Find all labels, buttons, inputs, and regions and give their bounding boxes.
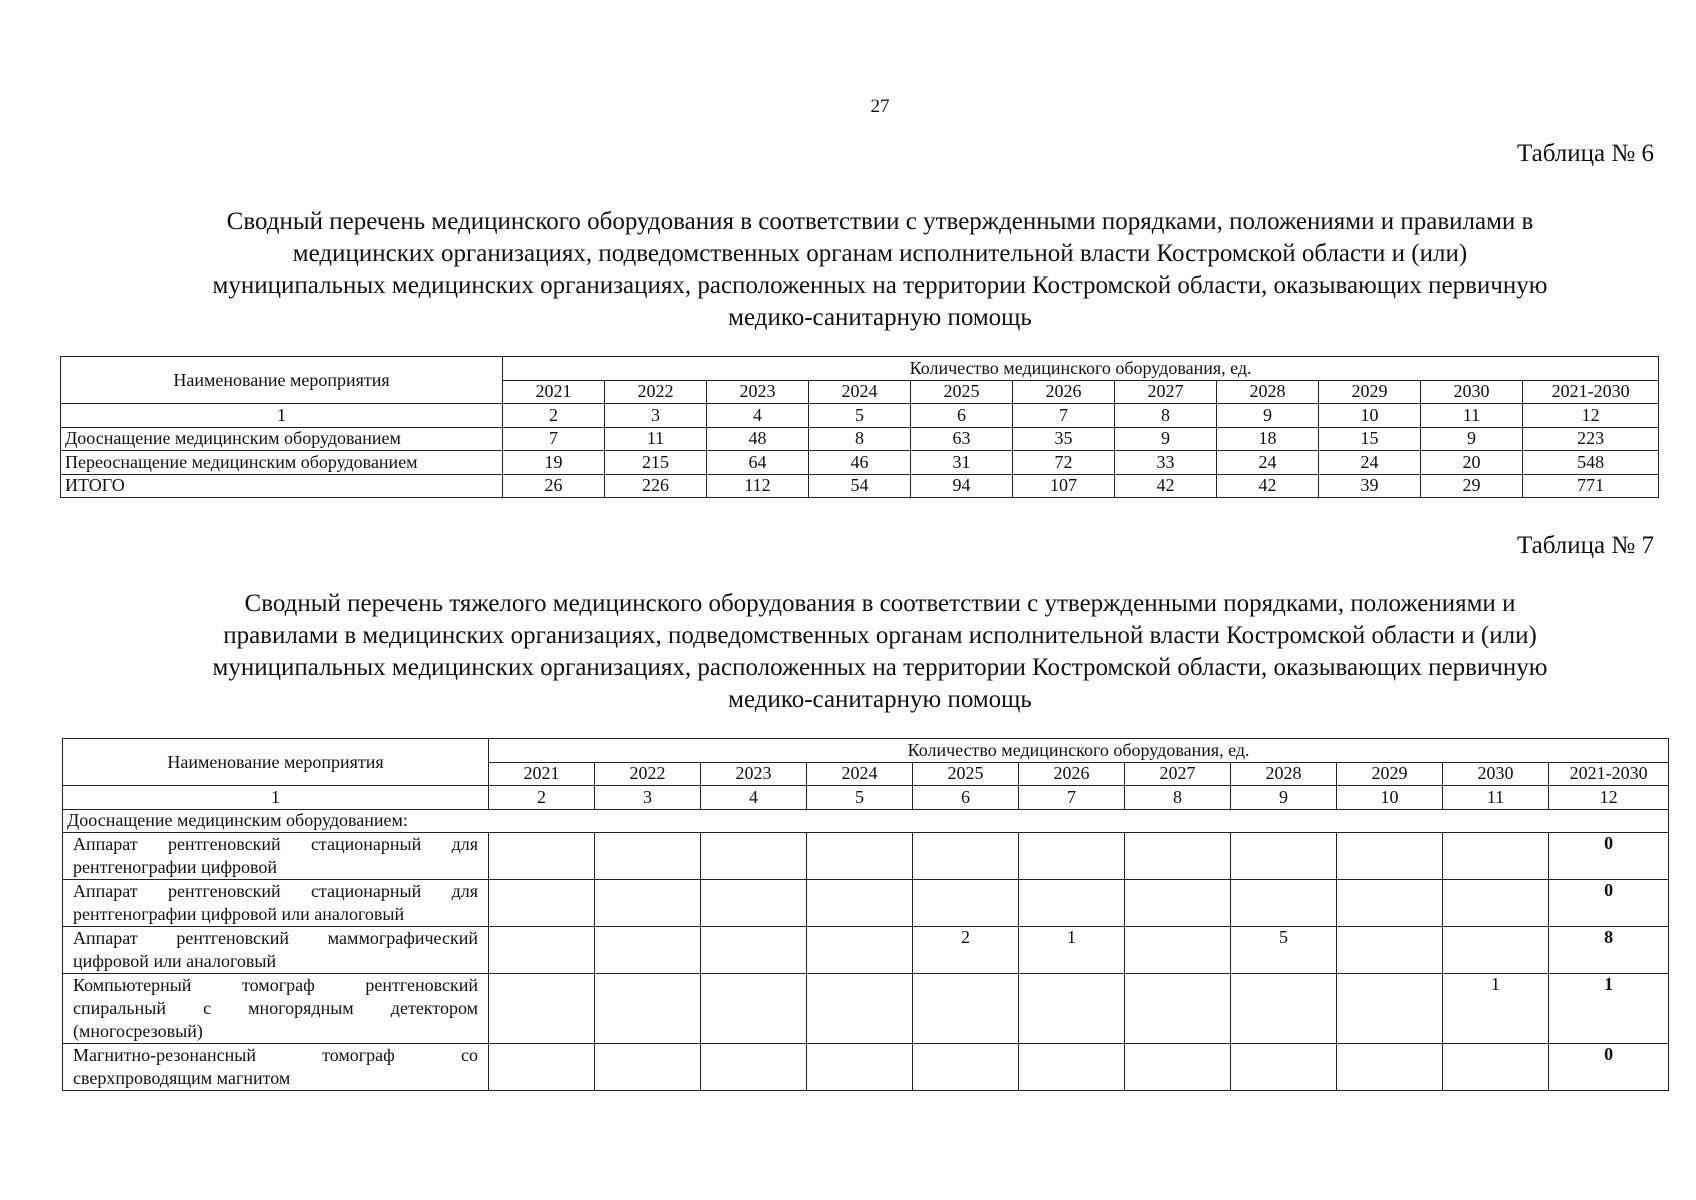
table7-total-cell: 1: [1549, 974, 1669, 1044]
table7-year-cell: 2028: [1231, 762, 1337, 786]
table7-year-cell: 2029: [1337, 762, 1443, 786]
table7-value-cell: [701, 974, 807, 1044]
table6-value-cell: 26: [503, 474, 605, 498]
table6-title: [120, 206, 1640, 334]
table6-value-cell: 42: [1115, 474, 1217, 498]
table7-value-cell: 5: [1231, 927, 1337, 974]
table7-title-line: правилами в медицинских организациях, подведомственных органам исполнительной власти Костромской области и (или): [223, 622, 1537, 649]
table6-value-cell: 33: [1115, 451, 1217, 475]
table7-value-cell: [595, 1044, 701, 1091]
table6-year-cell: 2021-2030: [1523, 380, 1659, 404]
table7-value-cell: [1125, 1044, 1231, 1091]
table6-title-line: Сводный перечень медицинского оборудования в соответствии с утвержденными порядками, положениями и правилами в: [226, 208, 1534, 235]
table7-value-cell: [1125, 880, 1231, 927]
table6-colnum-cell: 9: [1217, 404, 1319, 428]
table6-colnum-cell: 2: [503, 404, 605, 428]
table6-value-cell: 223: [1523, 427, 1659, 451]
table6-value-cell: 9: [1421, 427, 1523, 451]
table7-year-cell: 2022: [595, 762, 701, 786]
table7-value-cell: [489, 833, 595, 880]
table6-year-cell: 2029: [1319, 380, 1421, 404]
equipment-table-6: [60, 356, 1659, 498]
table6-value-cell: 42: [1217, 474, 1319, 498]
table6-colnum-cell: 8: [1115, 404, 1217, 428]
table7-value-cell: [1443, 880, 1549, 927]
table7-colnum-cell: 3: [595, 786, 701, 810]
table7-value-cell: [913, 880, 1019, 927]
table7-value-cell: [595, 833, 701, 880]
table7-year-cell: 2030: [1443, 762, 1549, 786]
table6-title-line: медицинских организациях, подведомственных органам исполнительной власти Костромской области и (или): [292, 240, 1468, 267]
table7-title-line: муниципальных медицинских организациях, расположенных на территории Костромской области, оказывающих первичную: [212, 654, 1548, 681]
table7-value-cell: [701, 833, 807, 880]
table6-value-cell: 18: [1217, 427, 1319, 451]
table7-colnum-cell: 5: [807, 786, 913, 810]
equipment-table-7: [62, 738, 1669, 1091]
table6-colnum-cell: 4: [707, 404, 809, 428]
table7-value-cell: [489, 880, 595, 927]
table7-value-cell: [807, 880, 913, 927]
table6-value-cell: 548: [1523, 451, 1659, 475]
table-row: [61, 427, 1659, 451]
table7-colnum-cell: 7: [1019, 786, 1125, 810]
table7-colnum-cell: 10: [1337, 786, 1443, 810]
table7-value-cell: [1337, 974, 1443, 1044]
table7-value-cell: [1125, 974, 1231, 1044]
table6-colnum-cell: 10: [1319, 404, 1421, 428]
table7-value-cell: [1019, 1044, 1125, 1091]
table7-value-cell: [1443, 927, 1549, 974]
table6-value-cell: 9: [1115, 427, 1217, 451]
table6-year-cell: 2025: [911, 380, 1013, 404]
table6-header-group: Количество медицинского оборудования, ед.: [503, 357, 1659, 381]
table7-value-cell: [1019, 974, 1125, 1044]
table7-value-cell: 1: [1443, 974, 1549, 1044]
table6-year-cell: 2026: [1013, 380, 1115, 404]
table6-colnum-cell: 11: [1421, 404, 1523, 428]
table6-value-cell: 24: [1319, 451, 1421, 475]
table6-value-cell: 54: [809, 474, 911, 498]
table-row: [61, 451, 1659, 475]
table7-value-cell: 1: [1019, 927, 1125, 974]
table7-value-cell: [913, 974, 1019, 1044]
table7-title-line: медико-санитарную помощь: [728, 686, 1032, 713]
table6-row-name: Переоснащение медицинским оборудованием: [61, 451, 503, 475]
table6-value-cell: 63: [911, 427, 1013, 451]
table-row: [63, 927, 1669, 974]
table7-value-cell: [807, 927, 913, 974]
table7-value-cell: [1337, 927, 1443, 974]
table7-row-name: Магнитно-резонансный томограф со сверхпроводящим магнитом: [63, 1044, 489, 1091]
table7-value-cell: [1443, 833, 1549, 880]
table7-value-cell: [1231, 1044, 1337, 1091]
table7-value-cell: [807, 974, 913, 1044]
table6-colnum-cell: 3: [605, 404, 707, 428]
table7-colnum-cell: 8: [1125, 786, 1231, 810]
table6-year-cell: 2022: [605, 380, 707, 404]
table7-total-cell: 0: [1549, 880, 1669, 927]
table6-value-cell: 72: [1013, 451, 1115, 475]
table7-total-cell: 0: [1549, 1044, 1669, 1091]
table6-value-cell: 35: [1013, 427, 1115, 451]
table7-section-label: Дооснащение медицинским оборудованием:: [63, 809, 1669, 833]
table7-value-cell: [1019, 880, 1125, 927]
table6-title-line: медико-санитарную помощь: [728, 304, 1032, 331]
table6-value-cell: 7: [503, 427, 605, 451]
table6-value-cell: 8: [809, 427, 911, 451]
table6-year-cell: 2027: [1115, 380, 1217, 404]
table7-colnum-cell: 12: [1549, 786, 1669, 810]
table7-colnum-cell: 6: [913, 786, 1019, 810]
table7-value-cell: [1443, 1044, 1549, 1091]
table6-value-cell: 215: [605, 451, 707, 475]
table7-value-cell: [595, 927, 701, 974]
table7-title: [120, 588, 1640, 716]
table6-value-cell: 226: [605, 474, 707, 498]
table7-value-cell: [1337, 1044, 1443, 1091]
table7-value-cell: [1231, 880, 1337, 927]
table7-colnum-cell: 4: [701, 786, 807, 810]
table6-colnum-cell: 12: [1523, 404, 1659, 428]
table7-colnum-cell: 11: [1443, 786, 1549, 810]
table6-value-cell: 107: [1013, 474, 1115, 498]
table7-caption: Таблица № 7: [1516, 532, 1654, 559]
table6-value-cell: 112: [707, 474, 809, 498]
table6-value-cell: 20: [1421, 451, 1523, 475]
table6-year-cell: 2024: [809, 380, 911, 404]
table-row: [61, 474, 1659, 498]
table7-value-cell: [807, 1044, 913, 1091]
table6-colnum-cell: 7: [1013, 404, 1115, 428]
table7-value-cell: [1125, 927, 1231, 974]
table6-value-cell: 64: [707, 451, 809, 475]
table7-header-group: Количество медицинского оборудования, ед.: [489, 739, 1669, 763]
table6-value-cell: 39: [1319, 474, 1421, 498]
table6-colnum-cell: 1: [61, 404, 503, 428]
table6-year-cell: 2028: [1217, 380, 1319, 404]
table6-value-cell: 48: [707, 427, 809, 451]
table6-header-name: Наименование мероприятия: [61, 357, 503, 404]
table6-row-name: ИТОГО: [61, 474, 503, 498]
table6-colnum-cell: 6: [911, 404, 1013, 428]
table7-year-cell: 2021: [489, 762, 595, 786]
table6-year-cell: 2021: [503, 380, 605, 404]
table7-value-cell: [1337, 833, 1443, 880]
table6-year-cell: 2030: [1421, 380, 1523, 404]
table7-value-cell: [1019, 833, 1125, 880]
table7-value-cell: [595, 880, 701, 927]
table-row: [63, 833, 1669, 880]
table7-value-cell: [701, 1044, 807, 1091]
table7-row-name: Аппарат рентгеновский стационарный для рентгенографии цифровой: [63, 833, 489, 880]
table7-value-cell: [913, 1044, 1019, 1091]
table6-value-cell: 771: [1523, 474, 1659, 498]
table6-title-line: муниципальных медицинских организациях, расположенных на территории Костромской области, оказывающих первичную: [212, 272, 1548, 299]
table7-header-name: Наименование мероприятия: [63, 739, 489, 786]
table7-value-cell: [595, 974, 701, 1044]
table7-value-cell: 2: [913, 927, 1019, 974]
table7-value-cell: [1231, 833, 1337, 880]
table7-total-cell: 0: [1549, 833, 1669, 880]
table7-value-cell: [701, 880, 807, 927]
table6-value-cell: 11: [605, 427, 707, 451]
table6-colnum-cell: 5: [809, 404, 911, 428]
table7-value-cell: [1125, 833, 1231, 880]
table7-value-cell: [701, 927, 807, 974]
table6-value-cell: 31: [911, 451, 1013, 475]
table7-colnum-cell: 9: [1231, 786, 1337, 810]
table6-value-cell: 94: [911, 474, 1013, 498]
table7-year-cell: 2023: [701, 762, 807, 786]
table7-value-cell: [1337, 880, 1443, 927]
table7-value-cell: [913, 833, 1019, 880]
table7-value-cell: [489, 1044, 595, 1091]
table6-value-cell: 29: [1421, 474, 1523, 498]
table7-row-name: Компьютерный томограф рентгеновский спиральный с многорядным детектором (многосрезовый): [63, 974, 489, 1044]
table6-value-cell: 46: [809, 451, 911, 475]
table7-value-cell: [1231, 974, 1337, 1044]
table7-title-line: Сводный перечень тяжелого медицинского оборудования в соответствии с утвержденными порядками, положениями и: [244, 590, 1516, 617]
table7-year-cell: 2024: [807, 762, 913, 786]
table-row: [63, 974, 1669, 1044]
table7-value-cell: [489, 927, 595, 974]
table7-total-cell: 8: [1549, 927, 1669, 974]
table7-colnum-cell: 1: [63, 786, 489, 810]
table6-value-cell: 24: [1217, 451, 1319, 475]
table6-row-name: Дооснащение медицинским оборудованием: [61, 427, 503, 451]
table-row: [63, 1044, 1669, 1091]
table6-value-cell: 19: [503, 451, 605, 475]
table7-year-cell: 2027: [1125, 762, 1231, 786]
table7-year-cell: 2026: [1019, 762, 1125, 786]
table7-row-name: Аппарат рентгеновский стационарный для рентгенографии цифровой или аналоговый: [63, 880, 489, 927]
page-number: 27: [870, 96, 890, 117]
table7-year-cell: 2025: [913, 762, 1019, 786]
table-row: [63, 880, 1669, 927]
table7-colnum-cell: 2: [489, 786, 595, 810]
table6-year-cell: 2023: [707, 380, 809, 404]
table7-row-name: Аппарат рентгеновский маммографический цифровой или аналоговый: [63, 927, 489, 974]
table6-value-cell: 15: [1319, 427, 1421, 451]
table7-value-cell: [489, 974, 595, 1044]
table7-value-cell: [807, 833, 913, 880]
table7-year-cell: 2021-2030: [1549, 762, 1669, 786]
table6-caption: Таблица № 6: [1516, 140, 1654, 167]
